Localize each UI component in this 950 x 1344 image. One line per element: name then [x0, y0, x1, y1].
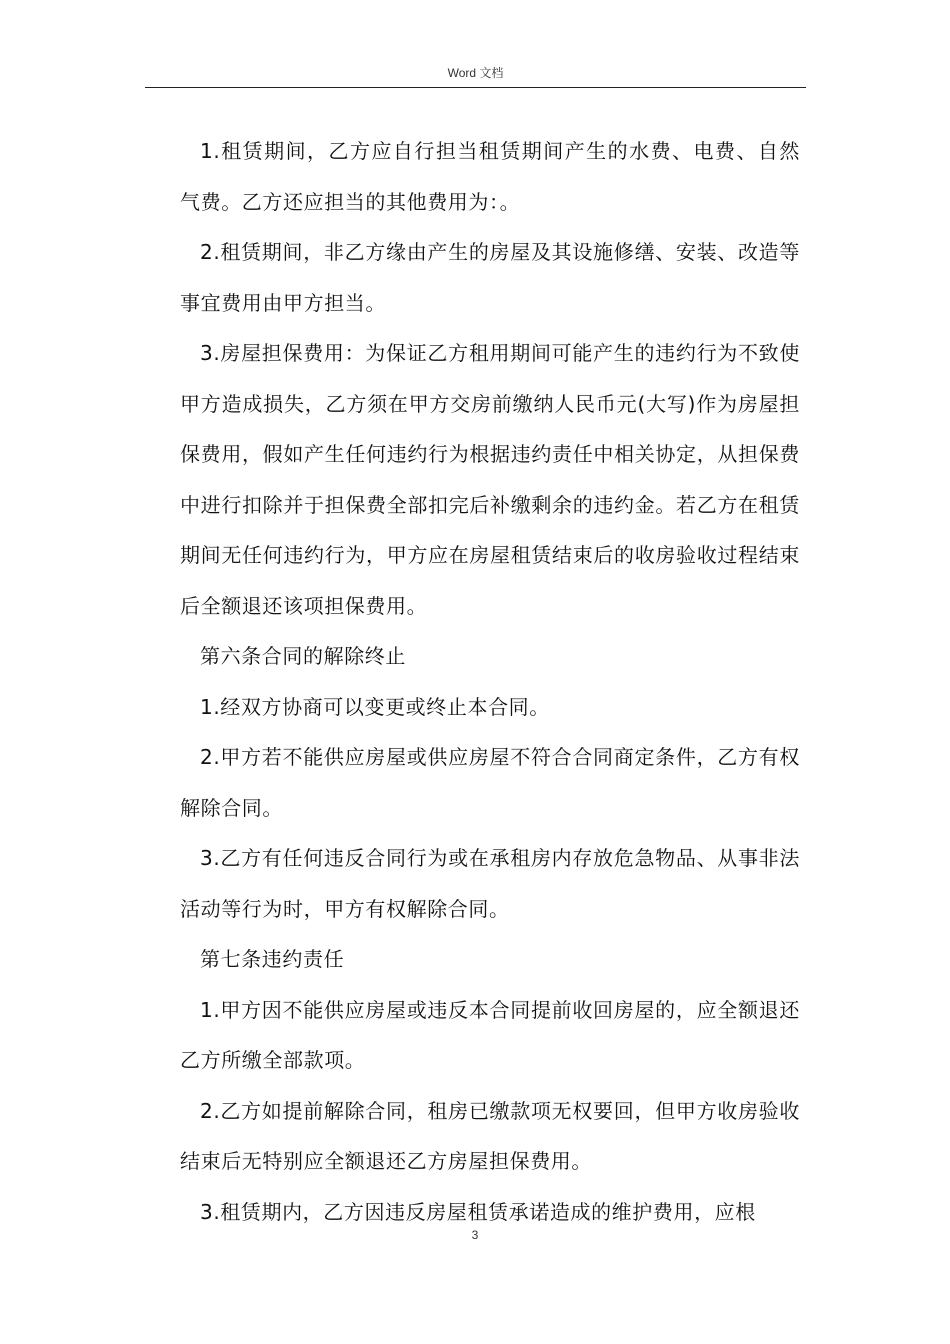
paragraph: 3.房屋担保费用：为保证乙方租用期间可能产生的违约行为不致使甲方造成损失，乙方须在甲方交房前缴纳人民币元(大写)作为房屋担保费用，假如产生任何违约行为根据违约责任中相关协定，从担保费中进行扣除并于担保费全部扣完后补缴剩余的违约金。若乙方在租赁期间无任何违约行为，甲方应在房屋租赁结束后的收房验收过程结束后全额退还该项担保费用。: [180, 341, 800, 618]
section-heading: 第六条合同的解除终止: [200, 644, 406, 668]
paragraph: 2.甲方若不能供应房屋或供应房屋不符合合同商定条件，乙方有权解除合同。: [180, 745, 800, 820]
paragraph: 1.经双方协商可以变更或终止本合同。: [200, 694, 550, 719]
document-body: [180, 126, 800, 1237]
paragraph: 1.甲方因不能供应房屋或违反本合同提前收回房屋的，应全额退还乙方所缴全部款项。: [180, 997, 800, 1072]
paragraph: 3.租赁期内，乙方因违反房屋租赁承诺造成的维护费用，应根: [200, 1199, 756, 1224]
section-heading: 第七条违约责任: [200, 947, 345, 971]
header-divider: [145, 87, 806, 88]
paragraph: 1.租赁期间，乙方应自行担当租赁期间产生的水费、电费、自然 气费。乙方还应担当的其他费用为：。: [180, 139, 800, 214]
paragraph: 2.乙方如提前解除合同，租房已缴款项无权要回，但甲方收房验收结束后无特别应全额退还乙方房屋担保费用。: [180, 1098, 800, 1173]
page-header: Word 文档: [447, 66, 504, 80]
paragraph: 3.乙方有任何违反合同行为或在承租房内存放危急物品、从事非法活动等行为时，甲方有权解除合同。: [180, 846, 800, 921]
page-number: 3: [471, 1228, 479, 1242]
paragraph: 2.租赁期间，非乙方缘由产生的房屋及其设施修缮、安装、改造等事宜费用由甲方担当。: [180, 240, 800, 315]
